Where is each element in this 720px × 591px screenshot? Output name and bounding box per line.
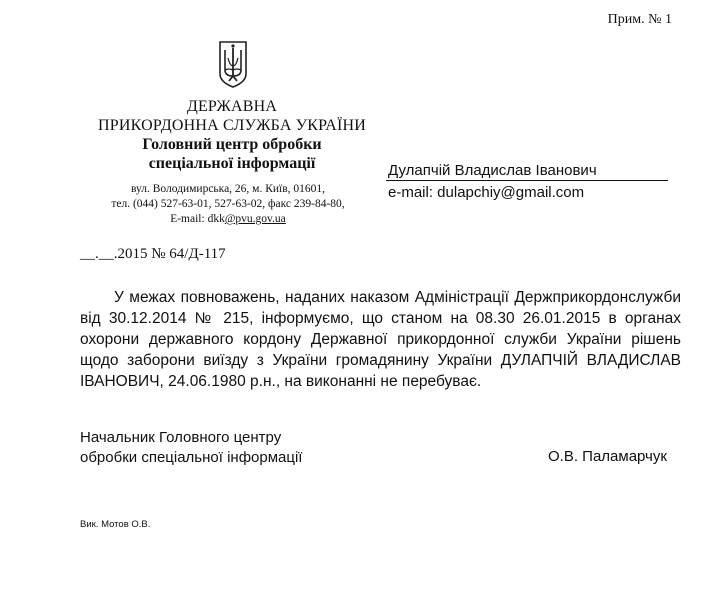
sender-phones: тел. (044) 527-63-01, 527-63-02, факс 239-84-80,	[111, 198, 345, 210]
sender-email-domain: @pvu.gov.ua	[224, 213, 286, 225]
signatory-position-line-1: Начальник Головного центру	[80, 429, 282, 446]
annex-label: Прим. № 1	[607, 12, 672, 27]
trident-emblem-icon	[218, 40, 248, 88]
signatory-position	[80, 428, 302, 468]
sender-email-prefix: E-mail: dkk	[170, 213, 225, 225]
recipient-email: e-mail: dulapchiy@gmail.com	[388, 184, 585, 201]
recipient-name: Дулапчій Владислав Іванович	[386, 160, 668, 181]
sender-organization	[72, 97, 392, 173]
signatory-name: О.В. Паламарчук	[548, 448, 667, 465]
sender-address: вул. Володимирська, 26, м. Київ, 01601,	[130, 183, 326, 195]
executor-note: Вик. Мотов О.В.	[80, 519, 151, 530]
org-line-2: ПРИКОРДОННА СЛУЖБА УКРАЇНИ	[97, 117, 367, 134]
org-line-4: спеціальної інформації	[148, 155, 316, 172]
sender-email	[88, 212, 368, 227]
sender-contacts	[88, 182, 368, 227]
recipient-block	[386, 160, 668, 201]
org-line-3: Головний центр обробки	[142, 136, 322, 153]
signatory-position-line-2: обробки спеціальної інформації	[80, 449, 303, 466]
letter-body: У межах повноважень, наданих наказом Адміністрації Держприкордонслужби від 30.12.2014 № 215, інформуємо, що станом на 08.30 26.01.2015 в органах охорони державного кордону Державної прикордонної служби України рішень щодо заборони виїзду з України громадянину України ДУЛАПЧІЙ ВЛАДИСЛАВ ІВАНОВИЧ, 24.06.1980 р.н., на виконанні не перебуває.	[80, 289, 681, 390]
letter-reference: __.__.2015 № 64/Д-117	[80, 246, 226, 262]
org-line-1: ДЕРЖАВНА	[186, 98, 278, 115]
